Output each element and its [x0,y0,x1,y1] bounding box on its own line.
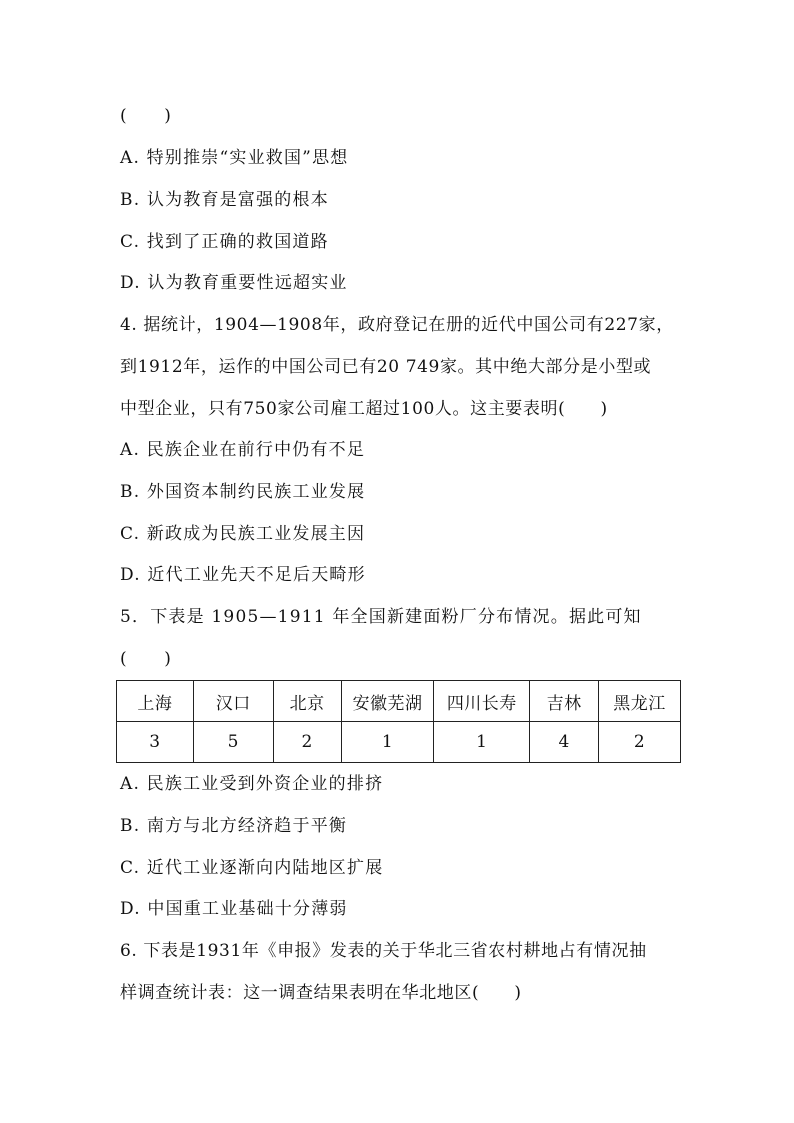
q4-option-a: A. 民族企业在前行中仍有不足 [120,440,366,460]
table-header-cell: 安徽芜湖 [341,681,434,722]
q4-option-b: B. 外国资本制约民族工业发展 [120,482,366,502]
q4-stem-line-3: 中型企业，只有750家公司雇工超过100人。这主要表明( ) [120,399,608,419]
prev-option-d: D. 认为教育重要性远超实业 [120,273,348,293]
q4-option-d: D. 近代工业先天不足后天畸形 [120,565,366,585]
table-header-cell: 北京 [273,681,341,722]
q5-flour-mill-table [116,680,681,763]
table-header-cell: 四川长寿 [434,681,530,722]
table-header-cell: 黑龙江 [599,681,681,722]
prev-option-a: A. 特别推崇“实业救国”思想 [120,148,349,168]
table-row [117,722,681,763]
q6-stem-line-2: 样调查统计表：这一调查结果表明在华北地区( ) [120,983,522,1003]
table-cell: 1 [341,722,434,763]
q5-option-d: D. 中国重工业基础十分薄弱 [120,899,348,919]
q6-stem-line-1: 6. 下表是1931年《申报》发表的关于华北三省农村耕地占有情况抽 [120,941,647,961]
table-cell: 2 [273,722,341,763]
q5-option-b: B. 南方与北方经济趋于平衡 [120,816,348,836]
q5-stem-line-1: 5．下表是 1905—1911 年全国新建面粉厂分布情况。据此可知 [120,607,642,627]
q5-option-c: C. 近代工业逐渐向内陆地区扩展 [120,858,384,878]
table-cell: 4 [530,722,599,763]
table-cell: 1 [434,722,530,763]
q4-stem-line-2: 到1912年，运作的中国公司已有20 749家。其中绝大部分是小型或 [120,357,652,377]
prev-option-b: B. 认为教育是富强的根本 [120,190,329,210]
prev-option-c: C. 找到了正确的救国道路 [120,232,329,252]
q4-option-c: C. 新政成为民族工业发展主因 [120,524,366,544]
table-header-cell: 汉口 [193,681,273,722]
q4-stem-line-1: 4. 据统计，1904—1908年，政府登记在册的近代中国公司有227家， [120,315,674,335]
q5-blank: ( ) [120,649,173,669]
table-cell: 5 [193,722,273,763]
table-header-cell: 上海 [117,681,194,722]
table-cell: 2 [599,722,681,763]
table-cell: 3 [117,722,194,763]
table-header-cell: 吉林 [530,681,599,722]
q5-option-a: A. 民族工业受到外资企业的排挤 [120,774,384,794]
table-header-row [117,681,681,722]
prev-question-blank: ( ) [120,106,173,126]
